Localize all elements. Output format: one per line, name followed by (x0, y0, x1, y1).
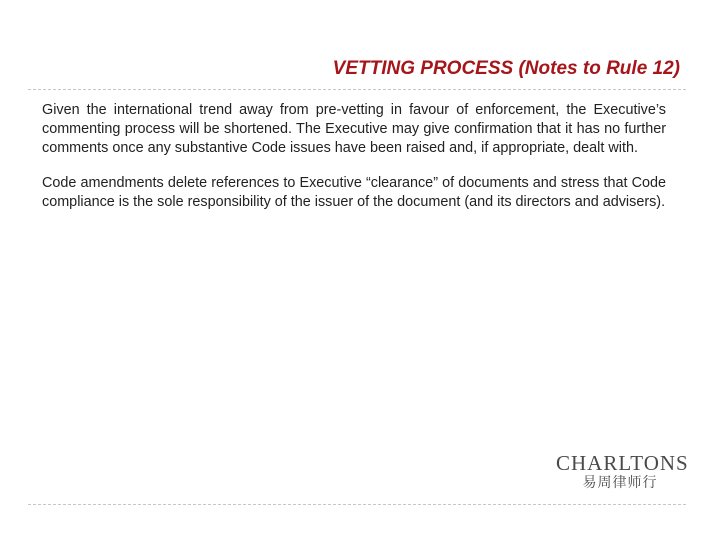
logo-name: CHARLTONS (556, 451, 689, 475)
logo-chinese-name: 易周律师行 (582, 475, 658, 491)
slide-body (42, 101, 666, 227)
body-paragraph-2: Code amendments delete references to Executive “clearance” of documents and stress that Code compliance is the sole responsibility of the issuer of the document (and its directors and advisers). (42, 174, 666, 210)
body-paragraph-1: Given the international trend away from pre-vetting in favour of enforcement, the Executive’s commenting process will be shortened. The Executive may give confirmation that it has no further comments once any substantive Code issues have been raised and, if appropriate, dealt with. (42, 102, 666, 157)
slide-title: VETTING PROCESS (Notes to Rule 12) (332, 58, 680, 79)
top-divider (28, 89, 686, 90)
charltons-logo (556, 451, 689, 492)
bottom-divider (28, 504, 686, 505)
